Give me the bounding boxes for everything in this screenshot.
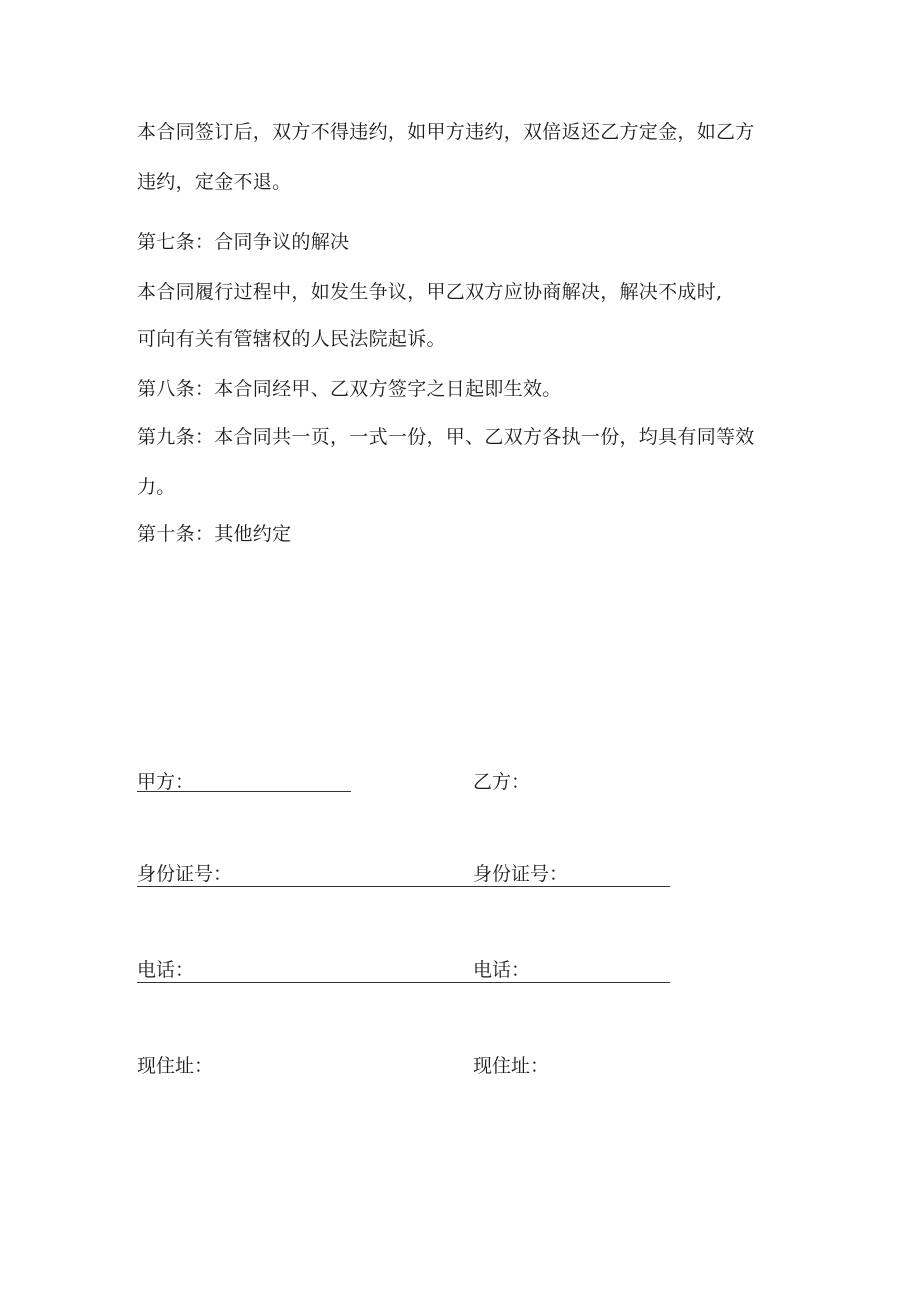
clause-heading: 第七条：合同争议的解决 — [137, 231, 350, 253]
phone-signature-line[interactable] — [137, 982, 670, 983]
clause-paragraph-line: 本合同履行过程中，如发生争议，甲乙双方应协商解决，解决不成时, — [137, 281, 723, 303]
clause-heading: 第九条：本合同共一页，一式一份，甲、乙双方各执一份，均具有同等效 — [137, 426, 755, 448]
signature-row-party — [137, 770, 697, 798]
signature-row-id — [137, 862, 697, 890]
party-b-phone-label: 电话： — [473, 959, 531, 981]
clause-heading: 第十条：其他约定 — [137, 523, 292, 545]
signature-row-phone — [137, 958, 697, 986]
party-a-phone-label: 电话： — [137, 959, 195, 981]
clause-paragraph-line: 可向有关有管辖权的人民法院起诉。 — [137, 328, 446, 350]
id-signature-line[interactable] — [137, 886, 670, 887]
party-a-signature-line[interactable] — [137, 791, 351, 792]
party-b-address-label: 现住址： — [473, 1055, 550, 1077]
clause-paragraph-line: 本合同签订后，双方不得违约，如甲方违约，双倍返还乙方定金，如乙方 — [137, 121, 755, 143]
party-a-address-label: 现住址： — [137, 1055, 214, 1077]
clause-paragraph-line: 力。 — [137, 476, 176, 498]
clause-paragraph-line: 违约，定金不退。 — [137, 171, 292, 193]
party-b-label: 乙方： — [473, 771, 531, 793]
clause-heading: 第八条：本合同经甲、乙双方签字之日起即生效。 — [137, 378, 562, 400]
signature-row-address — [137, 1054, 697, 1082]
party-b-id-label: 身份证号： — [473, 863, 569, 885]
party-a-label: 甲方： — [137, 771, 195, 793]
party-a-id-label: 身份证号： — [137, 863, 233, 885]
